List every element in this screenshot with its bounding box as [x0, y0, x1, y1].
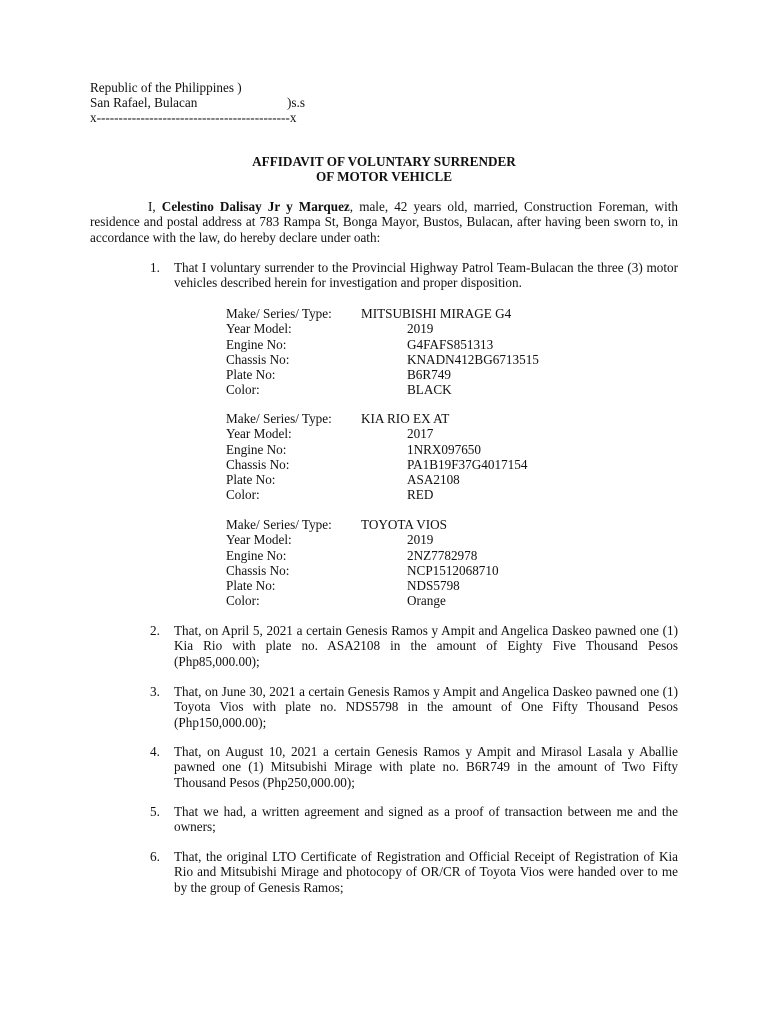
- engine-label: Engine No:: [226, 441, 287, 457]
- item-text: That we had, a written agreement and signed as a proof of transaction between me and the owners;: [174, 804, 678, 835]
- color-label: Color:: [226, 382, 260, 398]
- vehicle-make: TOYOTA VIOS: [361, 517, 448, 532]
- vehicle-plate: ASA2108: [407, 472, 460, 488]
- venue-country: Republic of the Philippines ): [90, 80, 242, 95]
- plate-label: Plate No:: [226, 367, 276, 383]
- vehicle-chassis: PA1B19F37G4017154: [407, 456, 528, 472]
- vehicle-plate: NDS5798: [407, 578, 460, 594]
- item-number: 5.: [150, 804, 160, 819]
- vehicle-color: BLACK: [407, 382, 452, 398]
- item-number: 1.: [150, 260, 160, 275]
- venue-municipality: San Rafael, Bulacan: [90, 95, 198, 110]
- vehicle-block-1: [226, 306, 646, 398]
- item-text: That, on August 10, 2021 a certain Genesis Ramos y Ampit and Mirasol Lasala y Aballie pawned one (1) Mitsubishi Mirage with plate no. B6R749 in the amount of Two Fifty Thousand Pesos (Php250,000.00);: [174, 744, 678, 790]
- vehicle-make: KIA RIO EX AT: [361, 411, 450, 426]
- vehicle-chassis: NCP1512068710: [407, 562, 499, 578]
- vehicle-plate: B6R749: [407, 367, 451, 383]
- affiant-name: Celestino Dalisay Jr y Marquez: [161, 199, 350, 214]
- intro-prefix: I,: [148, 199, 162, 214]
- vehicle-year: 2019: [407, 321, 434, 337]
- chassis-label: Chassis No:: [226, 562, 290, 578]
- vehicle-year: 2019: [407, 532, 434, 548]
- vehicle-engine: 2NZ7782978: [407, 547, 478, 563]
- color-label: Color:: [226, 593, 260, 609]
- item-number: 4.: [150, 744, 160, 759]
- vehicle-engine: 1NRX097650: [407, 441, 481, 457]
- engine-label: Engine No:: [226, 547, 287, 563]
- item-text: That, on June 30, 2021 a certain Genesis Ramos y Ampit and Angelica Daskeo pawned one (1) Toyota Vios with plate no. NDS5798 in the amount of One Fifty Thousand Pesos (Php150,000.00);: [174, 684, 678, 730]
- venue-divider: x--------------------------------------------x: [90, 110, 297, 125]
- color-label: Color:: [226, 487, 260, 503]
- item-number: 3.: [150, 684, 160, 699]
- item-text: That, on April 5, 2021 a certain Genesis Ramos y Ampit and Angelica Daskeo pawned one (1) Kia Rio with plate no. ASA2108 in the amount of Eighty Five Thousand Pesos (Php85,000.00);: [174, 623, 678, 669]
- make-label: Make/ Series/ Type:: [226, 517, 332, 532]
- intro-rest: , male, 42 years old, married, Construction Foreman, with residence and postal address at 783 Rampa St, Bonga Mayor, Bustos, Bulacan, after having been sworn to, in accordance with the law, do hereby declare under oath:: [90, 199, 679, 245]
- chassis-label: Chassis No:: [226, 456, 290, 472]
- plate-label: Plate No:: [226, 472, 276, 488]
- item-text: That, the original LTO Certificate of Registration and Official Receipt of Registration of Kia Rio and Mitsubishi Mirage and photocopy of OR/CR of Toyota Vios were handed over to me by the group of Genesis Ramos;: [174, 849, 678, 895]
- vehicle-block-3: [226, 517, 646, 609]
- vehicle-year: 2017: [407, 426, 434, 442]
- year-label: Year Model:: [226, 532, 292, 548]
- item-number: 2.: [150, 623, 160, 638]
- intro-paragraph: [90, 199, 678, 245]
- vehicle-color: Orange: [407, 593, 446, 609]
- document-title: AFFIDAVIT OF VOLUNTARY SURRENDER: [252, 154, 516, 169]
- vehicle-make: MITSUBISHI MIRAGE G4: [361, 306, 512, 321]
- make-label: Make/ Series/ Type:: [226, 306, 332, 321]
- plate-label: Plate No:: [226, 578, 276, 594]
- document-subtitle: OF MOTOR VEHICLE: [315, 169, 453, 184]
- engine-label: Engine No:: [226, 336, 287, 352]
- vehicle-block-2: [226, 411, 646, 503]
- vehicle-chassis: KNADN412BG6713515: [407, 351, 539, 367]
- item-number: 6.: [150, 849, 160, 864]
- year-label: Year Model:: [226, 426, 292, 442]
- venue-ss: )s.s: [287, 95, 305, 110]
- item-text: That I voluntary surrender to the Provincial Highway Patrol Team-Bulacan the three (3) motor vehicles described herein for investigation and proper disposition.: [174, 260, 678, 291]
- chassis-label: Chassis No:: [226, 351, 290, 367]
- year-label: Year Model:: [226, 321, 292, 337]
- vehicle-engine: G4FAFS851313: [407, 336, 494, 352]
- vehicle-color: RED: [407, 487, 434, 503]
- make-label: Make/ Series/ Type:: [226, 411, 332, 426]
